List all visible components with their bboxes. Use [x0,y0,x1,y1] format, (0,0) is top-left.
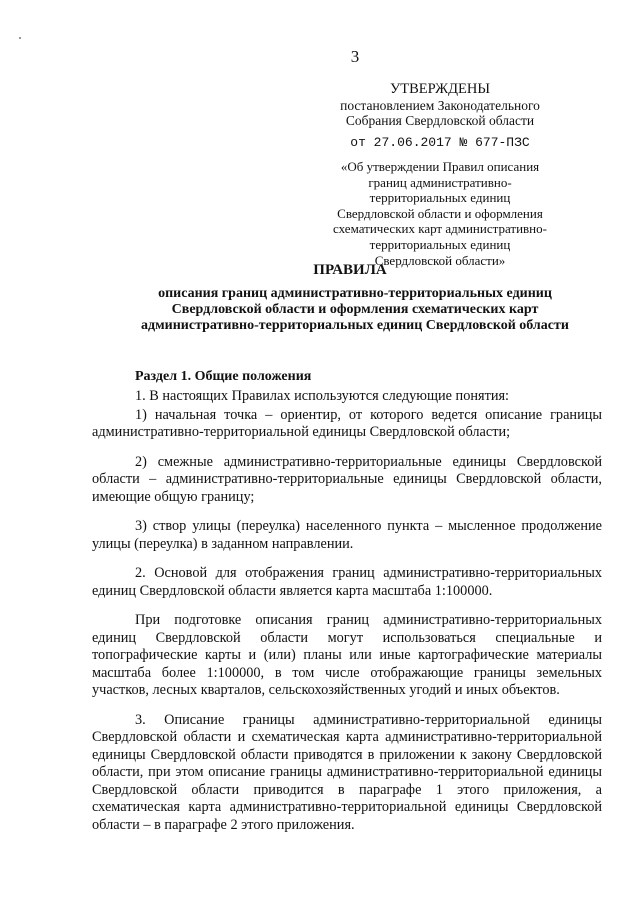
approval-line-1: постановлением Законодательного [340,97,540,113]
approval-block [330,82,550,268]
paragraph: При подготовке описания границ административно-территориальных единиц Свердловской области могут использоваться специальные и топографические карты и (или) планы или иные картографические материалы масштаба более 1:100000, в том числе отображающие границы земельных участков, лесных кварталов, сельскохозяйственных угодий и иных объектов. [92,612,602,698]
paragraph: 2. Основой для отображения границ административно-территориальных единиц Свердловской области является карта масштаба 1:100000. [92,565,602,599]
document-subtitle: описания границ административно-территориальных единиц Свердловской области и оформления схематических карт административно-территориальных единиц Свердловской области [141,286,569,333]
paragraph: 3. Описание границы административно-территориальной единицы Свердловской области и схематическая карта административно-территориальной единицы Свердловской области приводятся в приложении к закону Свердловской области, при этом описание границы административно-территориальной единицы Свердловской области приводится в параграфе 1 этого приложения, а схематическая карта административно-территориальной единицы Свердловской области – в параграфе 2 этого приложения. [92,711,602,833]
page-number: 3 [350,47,360,66]
scan-speck [19,37,21,39]
section-heading: Раздел 1. Общие положения [135,369,312,384]
approval-line-2: Собрания Свердловской области [345,113,535,128]
paragraph: 3) створ улицы (переулка) населенного пункта – мысленное продолжение улицы (переулка) в заданном направлении. [92,518,602,552]
section-body [92,388,602,846]
paragraph: 2) смежные административно-территориальные единицы Свердловской области – административно-территориальные единицы Свердловской области, имеющие общую границу; [92,453,602,505]
approval-heading: УТВЕРЖДЕНЫ [389,81,491,97]
paragraph: 1) начальная точка – ориентир, от которого ведется описание границы административно-территориальной единицы Свердловской области; [92,406,602,440]
approval-subject: «Об утверждении Правил описания границ административно-территориальных единиц Свердловской области и оформления схематических карт административно-территориальных единиц Свердловской области» [333,159,547,268]
paragraph: 1. В настоящих Правилах используются следующие понятия: [135,388,510,404]
document-title: ПРАВИЛА [313,262,387,278]
approval-date-number: от 27.06.2017 № 677-ПЗС [350,134,530,150]
